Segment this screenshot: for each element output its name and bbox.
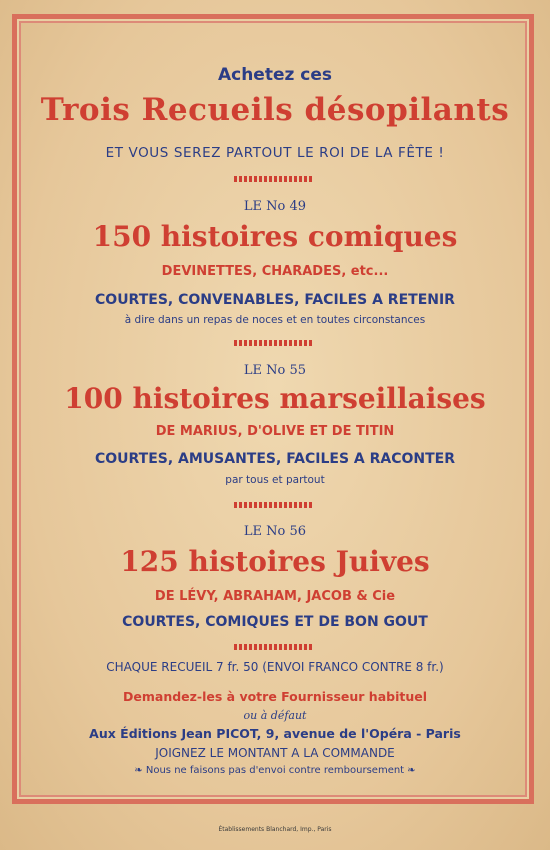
tagline: ET VOUS SEREZ PARTOUT LE ROI DE LA FÊTE ! <box>105 145 445 161</box>
book-49-note: à dire dans un repas de noces et en toutes circonstances <box>124 314 426 326</box>
book-55-number: LE No 55 <box>243 363 307 378</box>
flourish-right-icon: ❧ <box>404 765 416 776</box>
book-49-number: LE No 49 <box>243 199 307 214</box>
printer-credit: Établissements Blanchard, Imp., Paris <box>218 826 332 833</box>
book-56-number: LE No 56 <box>243 524 307 539</box>
main-title: Trois Recueils désopilants <box>40 92 510 128</box>
publisher-line: Aux Éditions Jean PICOT, 9, avenue de l'Opéra - Paris <box>89 726 461 741</box>
divider-1 <box>234 176 314 182</box>
fallback-line: ou à défaut <box>243 709 307 722</box>
book-49-subtitle: DEVINETTES, CHARADES, etc... <box>161 264 389 279</box>
no-cod-line <box>0 765 550 776</box>
flourish-left-icon: ❧ <box>134 765 146 776</box>
ask-line: Demandez-les à votre Fournisseur habituel <box>123 689 427 704</box>
book-56-subtitle: DE LÉVY, ABRAHAM, JACOB & Cie <box>154 589 396 604</box>
price-line: CHAQUE RECUEIL 7 fr. 50 (ENVOI FRANCO CONTRE 8 fr.) <box>106 660 444 674</box>
divider-2 <box>234 340 314 346</box>
divider-4 <box>234 644 314 650</box>
no-cod-text: Nous ne faisons pas d'envoi contre remboursement <box>145 765 405 776</box>
book-49-description: COURTES, CONVENABLES, FACILES A RETENIR <box>95 292 455 308</box>
book-56-title: 125 histoires Juives <box>120 545 430 578</box>
instruction-line: JOIGNEZ LE MONTANT A LA COMMANDE <box>155 746 395 760</box>
book-55-description: COURTES, AMUSANTES, FACILES A RACONTER <box>94 451 456 467</box>
book-55-subtitle: DE MARIUS, D'OLIVE ET DE TITIN <box>155 424 395 439</box>
book-55-note: par tous et partout <box>225 474 325 486</box>
book-55-title: 100 histoires marseillaises <box>64 382 486 415</box>
book-49-title: 150 histoires comiques <box>92 220 458 253</box>
book-56-description: COURTES, COMIQUES ET DE BON GOUT <box>122 614 428 630</box>
intro-text: Achetez ces <box>217 65 333 85</box>
divider-3 <box>234 502 314 508</box>
